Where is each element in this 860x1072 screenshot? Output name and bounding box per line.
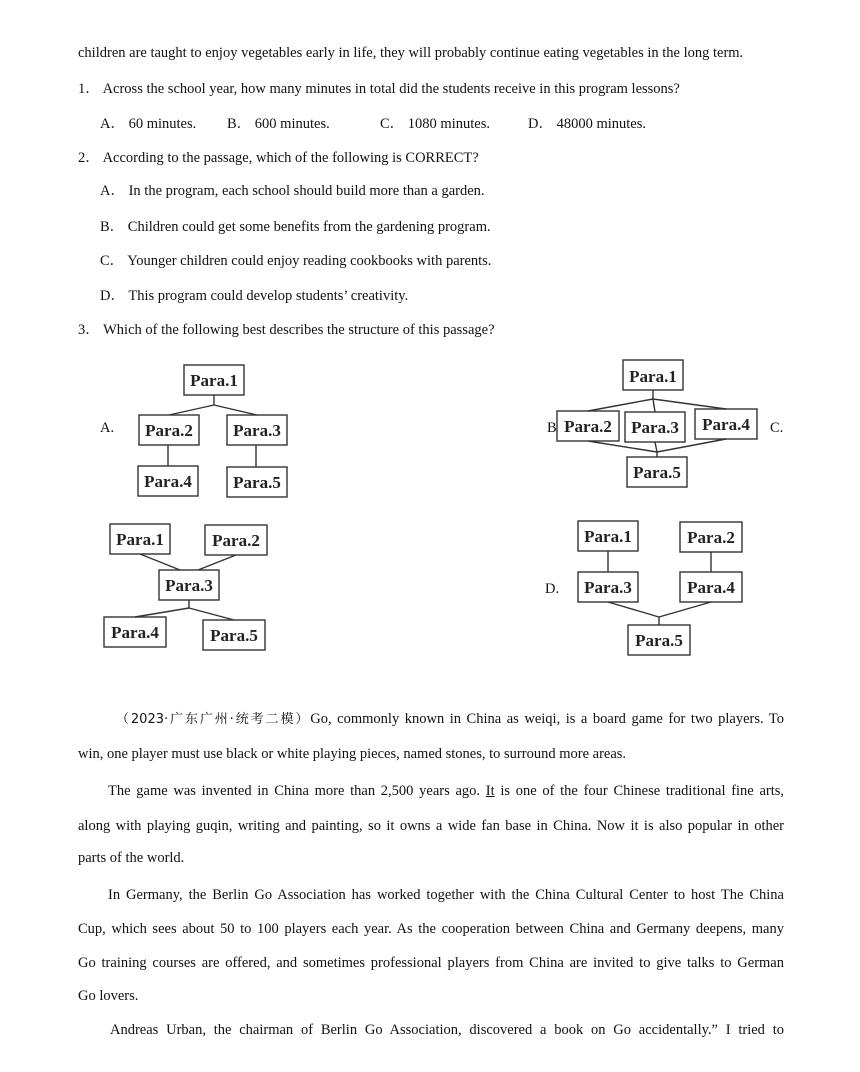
question-2-option-a: A． In the program, each school should build more than a garden. bbox=[100, 183, 485, 199]
passage-p3-line3: Go training courses are offered, and sometimes professional players from China are invited to give talks to German bbox=[78, 955, 784, 971]
diagram-b-box-para5: Para.5 bbox=[633, 463, 681, 482]
passage-p1-text: Go, commonly known in China as weiqi, is a board game for two players. To bbox=[310, 711, 784, 727]
diagram-b-box-para4: Para.4 bbox=[702, 415, 750, 434]
diagram-b-box-para3: Para.3 bbox=[631, 418, 679, 437]
diagram-c-box-para4: Para.4 bbox=[111, 623, 159, 642]
diagram-c-box-para5: Para.5 bbox=[210, 626, 258, 645]
passage-p3-line2: Cup, which sees about 50 to 100 players each year. As the cooperation between China and Germany deepens, many bbox=[78, 921, 784, 937]
question-1-option-b: B． 600 minutes. bbox=[227, 116, 330, 132]
diagram-d-box-para3: Para.3 bbox=[584, 578, 632, 597]
structure-diagram-d bbox=[572, 517, 748, 662]
diagram-b-box-para2: Para.2 bbox=[564, 417, 612, 436]
passage-p2-line1 bbox=[108, 782, 784, 800]
diagram-c-box-para3: Para.3 bbox=[165, 576, 213, 595]
diagram-c-box-para2: Para.2 bbox=[212, 531, 260, 550]
question-2-stem: 2． According to the passage, which of the following is CORRECT? bbox=[78, 150, 479, 166]
question-2-option-d: D． This program could develop students’ creativity. bbox=[100, 288, 409, 304]
question-2-option-b: B． Children could get some benefits from the gardening program. bbox=[100, 219, 491, 235]
passage-p1-line1 bbox=[116, 710, 784, 729]
structure-diagram-a bbox=[130, 360, 300, 500]
diagram-d-box-para4: Para.4 bbox=[687, 578, 735, 597]
diagram-d-box-para5: Para.5 bbox=[635, 631, 683, 650]
structure-diagram-c bbox=[100, 520, 272, 656]
passage-p4-line1: Andreas Urban, the chairman of Berlin Go Association, discovered a book on Go accidentally.” I tried to bbox=[110, 1022, 784, 1038]
diagram-b-box-para1: Para.1 bbox=[629, 367, 677, 386]
passage-p3-line1: In Germany, the Berlin Go Association has worked together with the China Cultural Center to host The China bbox=[108, 887, 784, 903]
source-tag: （2023·广东广州·统考二模） bbox=[116, 712, 311, 727]
option-c-label: C. bbox=[770, 420, 784, 436]
diagram-c-box-para1: Para.1 bbox=[116, 530, 164, 549]
passage-last-line: children are taught to enjoy vegetables early in life, they will probably continue eating vegetables in the long term. bbox=[78, 45, 744, 61]
question-3-stem: 3． Which of the following best describes the structure of this passage? bbox=[78, 322, 495, 338]
question-1-stem: 1． Across the school year, how many minutes in total did the students receive in this program lessons? bbox=[78, 81, 680, 97]
diagram-d-box-para1: Para.1 bbox=[584, 527, 632, 546]
diagram-a-box-para3: Para.3 bbox=[233, 421, 281, 440]
p2-text-post: is one of the four Chinese traditional fine arts, bbox=[500, 783, 784, 799]
p2-text-pre: The game was invented in China more than 2,500 years ago. bbox=[108, 783, 481, 799]
diagram-a-box-para1: Para.1 bbox=[190, 371, 238, 390]
option-d-label: D. bbox=[545, 581, 560, 597]
diagram-a-box-para5: Para.5 bbox=[233, 473, 281, 492]
question-1-option-a: A． 60 minutes. bbox=[100, 116, 197, 132]
underlined-word-it: It bbox=[485, 783, 495, 799]
passage-p2-line2: along with playing guqin, writing and painting, so it owns a wide fan base in China. Now it is also popular in other bbox=[78, 818, 784, 834]
diagram-d-box-para2: Para.2 bbox=[687, 528, 735, 547]
option-a-label: A. bbox=[100, 420, 115, 436]
passage-p2-line3: parts of the world. bbox=[78, 850, 185, 866]
question-1-option-c: C． 1080 minutes. bbox=[380, 116, 490, 132]
passage-p3-line4: Go lovers. bbox=[78, 988, 139, 1004]
structure-diagram-b bbox=[552, 354, 762, 494]
passage-p1-line2: win, one player must use black or white playing pieces, named stones, to surround more areas. bbox=[78, 746, 627, 762]
question-1-option-d: D． 48000 minutes. bbox=[528, 116, 647, 132]
diagram-a-box-para2: Para.2 bbox=[145, 421, 193, 440]
question-2-option-c: C． Younger children could enjoy reading cookbooks with parents. bbox=[100, 253, 492, 269]
diagram-a-box-para4: Para.4 bbox=[144, 472, 192, 491]
option-b-label: B bbox=[547, 420, 557, 436]
